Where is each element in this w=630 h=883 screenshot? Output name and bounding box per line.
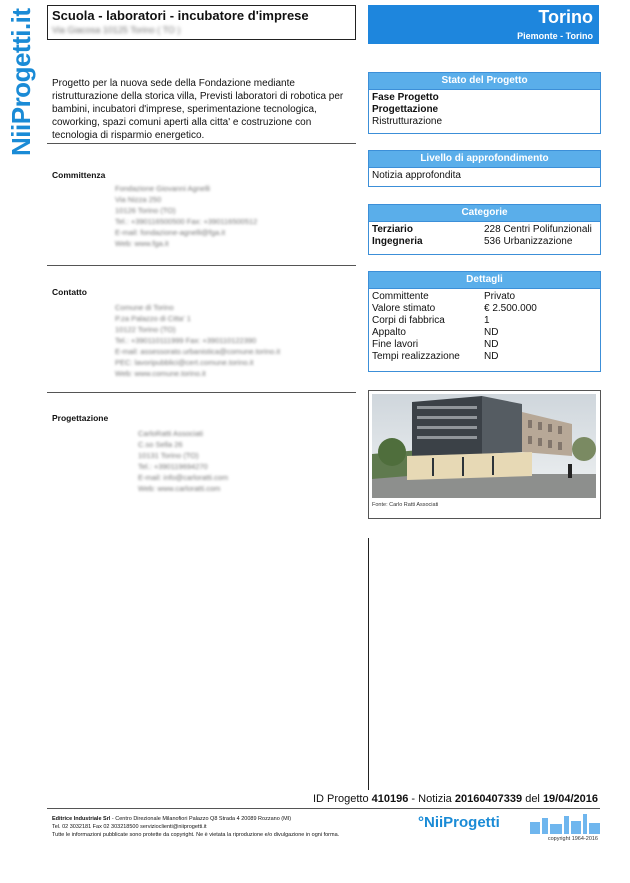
contatto-line: E-mail: assessorato.urbanistica@comune.torino.it [115, 347, 281, 356]
categoria-row [372, 236, 597, 248]
stato-fase-label: Fase Progetto [372, 92, 439, 103]
contatto-line: 10122 Torino (TO) [115, 325, 176, 334]
dettaglio-value: 1 [484, 315, 490, 326]
copyright-notice: Tutte le informazioni pubblicate sono protette da copyright. Ne è vietata la riproduzione e/o divulgazione in ogni forma. [52, 832, 340, 838]
contatto-line: Comune di Torino [115, 303, 174, 312]
footer-divider [47, 808, 600, 809]
progettazione-details [138, 428, 228, 494]
stato-panel [368, 72, 601, 134]
dettaglio-value: ND [484, 339, 499, 350]
dettaglio-key: Tempi realizzazione [372, 351, 460, 362]
project-title: Scuola - laboratori - incubatore d'imprese [52, 8, 309, 23]
livello-value: Notizia approfondita [372, 170, 461, 181]
committenza-line: E-mail: fondazione-agnelli@fga.it [115, 228, 226, 237]
contatto-line: PEC: lavoripubblici@cert.comune.torino.it [115, 358, 254, 367]
footer-logo [418, 812, 600, 842]
header-box [47, 5, 356, 40]
dettaglio-row [372, 291, 597, 303]
photo-caption: Fonte: Carlo Ratti Associati [372, 502, 439, 508]
progettazione-line: C.so Sella 26 [138, 440, 183, 449]
stato-title: Stato del Progetto [369, 73, 600, 90]
notizia-date: 19/04/2016 [542, 793, 598, 805]
progettazione-line: Web: www.carloratti.com [138, 484, 221, 493]
committenza-line: Tel.: +390116500500 Fax: +390116500512 [115, 217, 258, 226]
committenza-label: Committenza [52, 170, 106, 180]
stato-fase-value: Progettazione [372, 104, 439, 115]
dettaglio-value: Privato [484, 291, 516, 302]
dettaglio-key: Fine lavori [372, 339, 419, 350]
committenza-line: Via Nizza 250 [115, 195, 162, 204]
progettazione-line: 10131 Torino (TO) [138, 451, 199, 460]
categoria-key: Terziario [372, 224, 413, 235]
committenza-line: Web: www.fga.it [115, 239, 169, 248]
progettazione-label: Progettazione [52, 413, 109, 423]
contatto-line: Tel.: +390110111999 Fax: +390110122390 [115, 336, 257, 345]
project-address: Via Giacosa 10125 Torino ( TO ) [52, 25, 181, 35]
dettagli-title: Dettagli [369, 272, 600, 289]
livello-title: Livello di approfondimento [369, 151, 600, 168]
dettaglio-row [372, 315, 597, 327]
dettagli-panel [368, 271, 601, 372]
dettaglio-row [372, 351, 597, 363]
divider [47, 265, 356, 266]
del-label: del [522, 793, 543, 805]
categorie-title: Categorie [369, 205, 600, 222]
column-divider [368, 538, 369, 790]
dettaglio-key: Corpi di fabbrica [372, 315, 445, 326]
footer-text [52, 815, 339, 839]
building-rendering [372, 394, 596, 498]
skyline-icon [530, 814, 600, 834]
dettaglio-key: Committente [372, 291, 429, 302]
side-logo [2, 4, 36, 156]
id-line [313, 793, 598, 805]
categoria-value: 536 Urbanizzazione [484, 236, 573, 247]
categoria-key: Ingegneria [372, 236, 423, 247]
categorie-panel [368, 204, 601, 255]
notizia-prefix: - Notizia [408, 793, 455, 805]
dettaglio-value: € 2.500.000 [484, 303, 537, 314]
livello-panel [368, 150, 601, 187]
footer-brand: °NiiProgetti [418, 814, 500, 831]
publisher-contacts: Tel. 02 3032181 Fax 02 303218500 servizioclienti@niiprogetti.it [52, 824, 207, 830]
contatto-details [115, 302, 280, 379]
dettaglio-row [372, 327, 597, 339]
divider [47, 392, 356, 393]
city-box [368, 5, 599, 44]
contatto-line: Web: www.comune.torino.it [115, 369, 206, 378]
side-logo-text: NiiProgetti.it [6, 8, 36, 156]
dettaglio-row [372, 339, 597, 351]
copyright-year: copyright 1964-2016 [547, 836, 598, 842]
dettaglio-row [372, 303, 597, 315]
committenza-line: Fondazione Giovanni Agnelli [115, 184, 211, 193]
committenza-details [115, 183, 257, 249]
photo-box [368, 390, 601, 519]
dettaglio-value: ND [484, 327, 499, 338]
contatto-line: P.za Palazzo di Citta' 1 [115, 314, 191, 323]
categoria-row [372, 224, 597, 236]
committenza-line: 10126 Torino (TO) [115, 206, 176, 215]
progettazione-line: Tel.: +390119694270 [138, 462, 208, 471]
publisher-address: - Centro Direzionale Milanofiori Palazzo Q8 Strada 4 20089 Rozzano (MI) [110, 816, 292, 822]
building-rendering-image [372, 394, 596, 498]
progettazione-line: E-mail: info@carloratti.com [138, 473, 229, 482]
project-description: Progetto per la nuova sede della Fondazione mediante ristrutturazione della storica villa, Previsti laboratori di robotica per bambini, incubatori d'imprese, sperimentazione tecnologica, coworking, spazi comuni aperti alla citta' e costruzione con tecnologia di risparmio energetico. [52, 78, 344, 141]
contatto-label: Contatto [52, 287, 87, 297]
notizia-id: 20160407339 [454, 793, 523, 805]
divider [47, 143, 356, 144]
publisher-name: Editrice Industriale Srl [52, 816, 111, 822]
stato-tipo: Ristrutturazione [372, 116, 443, 127]
project-id: 410196 [371, 793, 409, 805]
dettaglio-value: ND [484, 351, 499, 362]
categoria-value: 228 Centri Polifunzionali [484, 224, 592, 235]
dettaglio-key: Appalto [372, 327, 406, 338]
id-prefix: ID Progetto [312, 793, 372, 805]
progettazione-line: CarloRatti Associati [138, 429, 204, 438]
dettaglio-key: Valore stimato [372, 303, 436, 314]
city-name: Torino [538, 7, 593, 27]
city-region: Piemonte - Torino [517, 31, 593, 41]
